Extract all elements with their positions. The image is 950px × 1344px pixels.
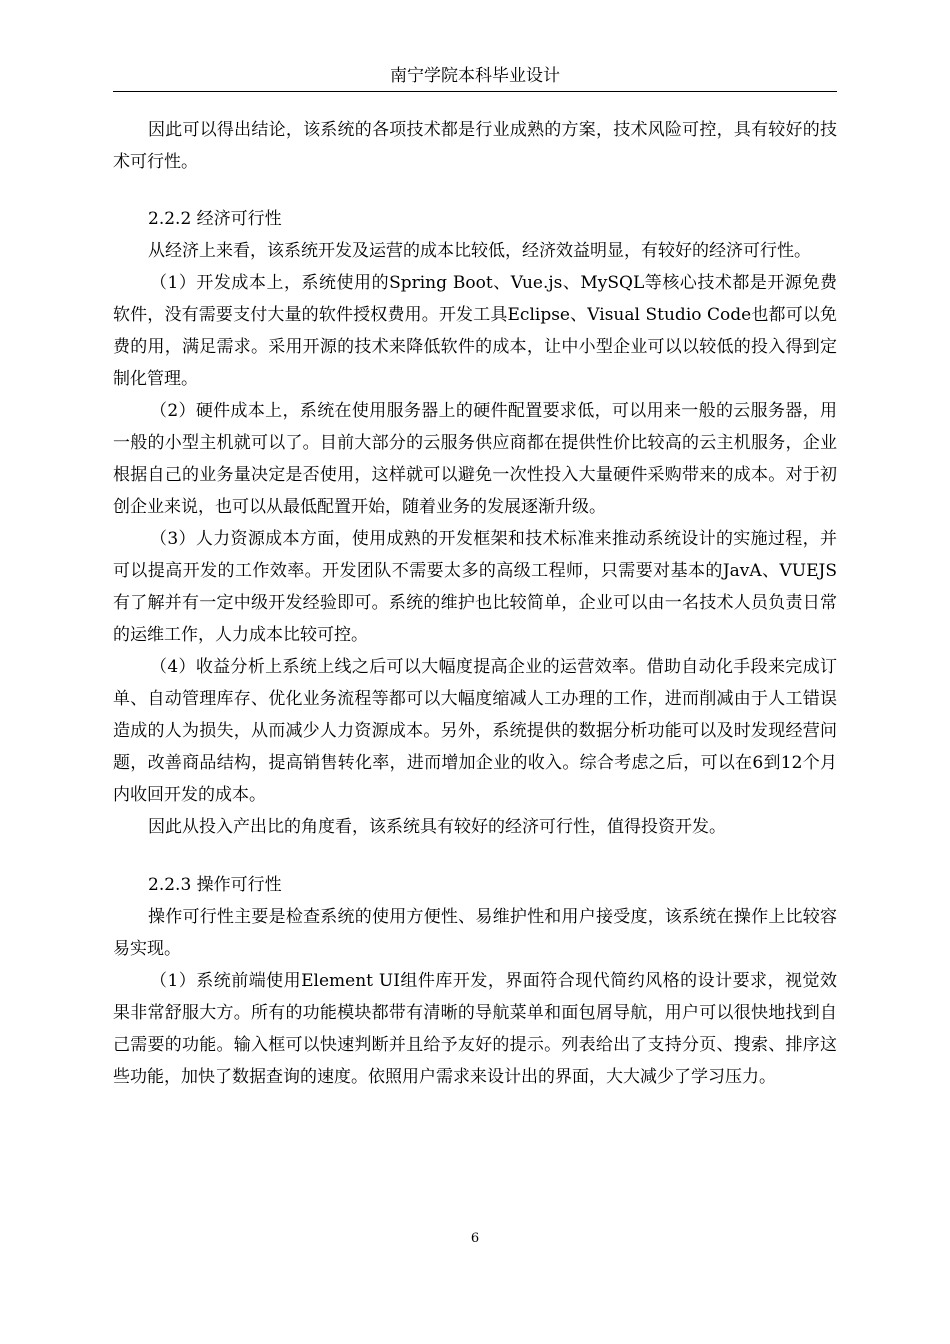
page-header-title: 南宁学院本科毕业设计 <box>390 66 560 86</box>
paragraph-economic-intro: 从经济上来看，该系统开发及运营的成本比较低，经济效益明显，有较好的经济可行性。 <box>148 241 811 261</box>
page-number: 6 <box>470 1231 480 1246</box>
header-divider <box>113 91 837 92</box>
paragraph-operational-intro: 操作可行性主要是检查系统的使用方便性、易维护性和用户接受度，该系统在操作上比较容易实现。 <box>113 907 837 959</box>
paragraph-dev-cost: （1）开发成本上，系统使用的Spring Boot、Vue.js、MySQL等核心技术都是开源免费软件，没有需要支付大量的软件授权费用。开发工具Eclipse、Visual Studio Code也都可以免费的用，满足需求。采用开源的技术来降低软件的成本，让中小型企业可以以较低的投入得到定制化管理。 <box>113 273 837 389</box>
paragraph-frontend-ui: （1）系统前端使用Element UI组件库开发，界面符合现代简约风格的设计要求，视觉效果非常舒服大方。所有的功能模块都带有清晰的导航菜单和面包屑导航，用户可以很快地找到自己需要的功能。输入框可以快速判断并且给予友好的提示。列表给出了支持分页、搜索、排序这些功能，加快了数据查询的速度。依照用户需求来设计出的界面，大大减少了学习压力。 <box>113 971 837 1087</box>
document-body <box>113 114 837 1093</box>
section-heading-economic: 2.2.2 经济可行性 <box>148 209 282 229</box>
section-heading-operational: 2.2.3 操作可行性 <box>148 875 282 895</box>
paragraph-tech-conclusion: 因此可以得出结论，该系统的各项技术都是行业成熟的方案，技术风险可控，具有较好的技术可行性。 <box>113 120 837 172</box>
paragraph-hr-cost: （3）人力资源成本方面，使用成熟的开发框架和技术标准来推动系统设计的实施过程，并可以提高开发的工作效率。开发团队不需要太多的高级工程师，只需要对基本的JavA、VUEJS有了解并有一定中级开发经验即可。系统的维护也比较简单，企业可以由一名技术人员负责日常的运维工作，人力成本比较可控。 <box>113 529 837 645</box>
paragraph-hardware-cost: （2）硬件成本上，系统在使用服务器上的硬件配置要求低，可以用来一般的云服务器，用一般的小型主机就可以了。目前大部分的云服务供应商都在提供性价比较高的云主机服务，企业根据自己的业务量决定是否使用，这样就可以避免一次性投入大量硬件采购带来的成本。对于初创企业来说，也可以从最低配置开始，随着业务的发展逐渐升级。 <box>113 401 837 517</box>
paragraph-economic-conclusion: 因此从投入产出比的角度看，该系统具有较好的经济可行性，值得投资开发。 <box>148 817 726 837</box>
paragraph-revenue-analysis: （4）收益分析上系统上线之后可以大幅度提高企业的运营效率。借助自动化手段来完成订单、自动管理库存、优化业务流程等都可以大幅度缩减人工办理的工作，进而削减由于人工错误造成的人为损失，从而减少人力资源成本。另外，系统提供的数据分析功能可以及时发现经营问题，改善商品结构，提高销售转化率，进而增加企业的收入。综合考虑之后，可以在6到12个月内收回开发的成本。 <box>113 657 837 805</box>
